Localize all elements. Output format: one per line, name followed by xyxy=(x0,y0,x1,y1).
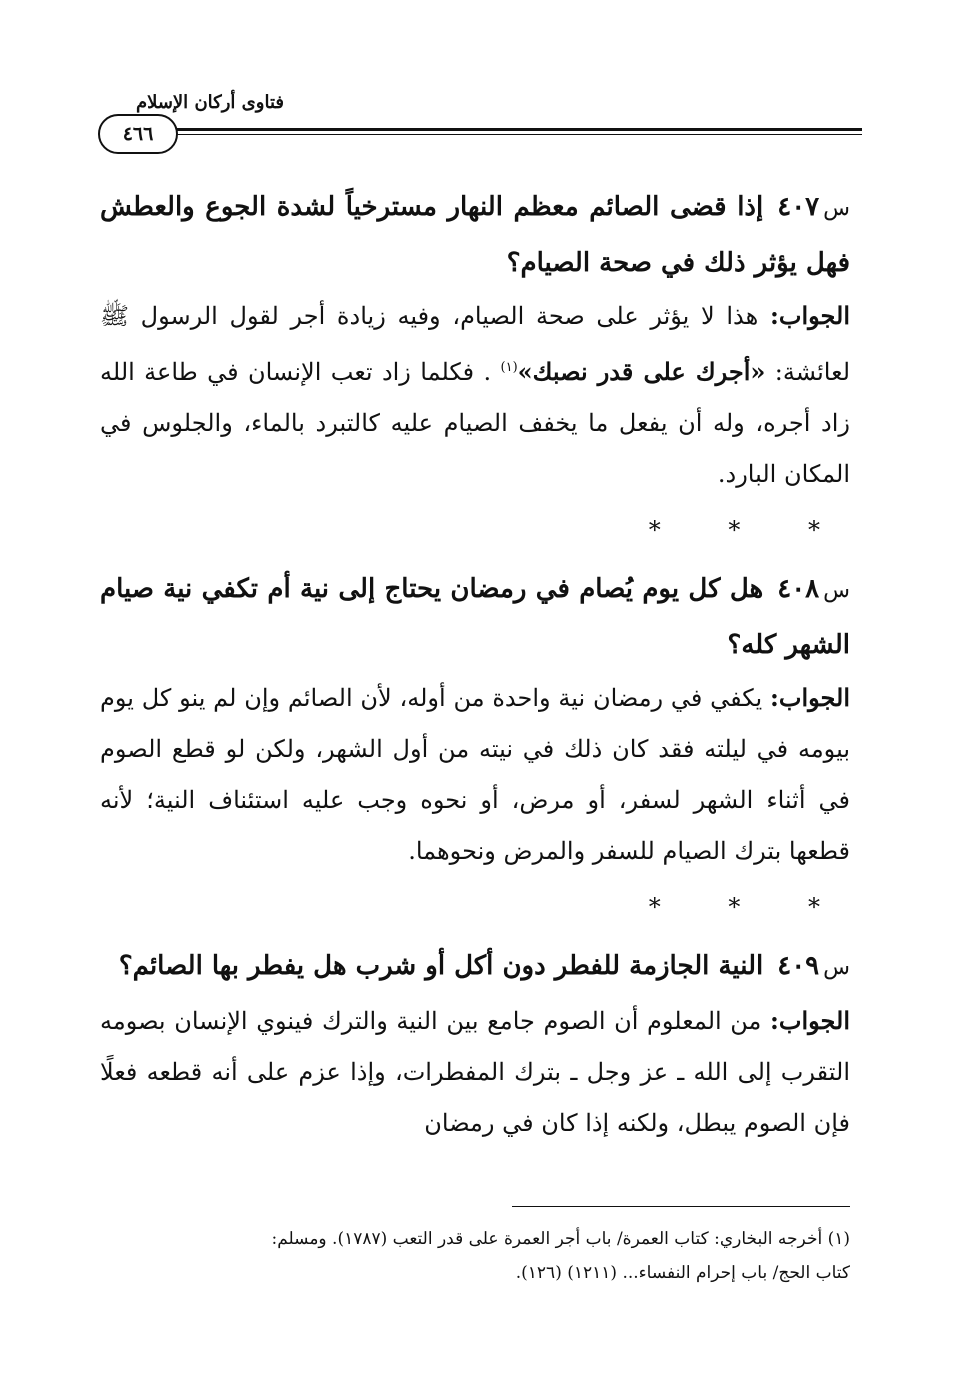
question-408 xyxy=(100,562,850,672)
answer-text-part-2: . فكلما زاد تعب الإنسان في طاعة الله زاد أجره، وله أن يفعل ما يخفف الصيام عليه كالتبرد بالماء، والجلوس في المكان البارد. xyxy=(100,358,850,488)
page-number: ٤٦٦ xyxy=(98,114,178,154)
question-text: إذا قضى الصائم معظم النهار مسترخياً لشدة الجوع والعطش فهل يؤثر ذلك في صحة الصيام؟ xyxy=(100,192,850,278)
question-marker: س xyxy=(823,578,850,603)
question-text: هل كل يوم يُصام في رمضان يحتاج إلى نية أم تكفي نية صيام الشهر كله؟ xyxy=(100,574,850,660)
footnote-1-line-2: كتاب الحج/ باب إحرام النفساء... (١٢١١) (١٢٦). xyxy=(515,1263,850,1283)
answer-label: الجواب: xyxy=(770,1006,851,1035)
answer-text: من المعلوم أن الصوم جامع بين النية والترك فينوي الإنسان بصومه التقرب إلى الله ـ عز وجل ـ بترك المفطرات، وإذا عزم على أنه قطعه فعلًا فإن الصوم يبطل، ولكنه إذا كان في رمضان xyxy=(100,1007,850,1137)
question-number: ٤٠٩ xyxy=(777,951,820,981)
answer-text: يكفي في رمضان نية واحدة من أوله، لأن الصائم وإن لم ينو كل يوم بيومه في ليلته فقد كان ذلك في نيته من أول الشهر، ولكن لو قطع الصوم في أثناء الشهر لسفر، أو مرض، أو نحوه وجب عليه استئناف النية؛ لأنه قطعها بترك الصيام للسفر والمرض ونحوهما. xyxy=(100,684,850,865)
hadith-quote: «أجرك على قدر نصبك» xyxy=(517,357,766,386)
question-marker: س xyxy=(823,196,850,221)
footnote-1-line-1: (١) أخرجه البخاري: كتاب العمرة/ باب أجر العمرة على قدر التعب (١٧٨٧). ومسلم: xyxy=(271,1229,850,1249)
question-text: النية الجازمة للفطر دون أكل أو شرب هل يفطر بها الصائم؟ xyxy=(118,951,764,981)
question-number: ٤٠٨ xyxy=(777,574,820,604)
answer-label: الجواب: xyxy=(770,683,850,712)
answer-label: الجواب: xyxy=(770,301,850,330)
answer-408 xyxy=(100,672,850,877)
section-separator: * * * xyxy=(648,893,850,921)
footnote-reference[interactable]: (١) xyxy=(500,360,518,375)
question-number: ٤٠٧ xyxy=(777,192,820,222)
answer-407 xyxy=(100,290,850,500)
footnotes xyxy=(96,1222,850,1290)
answer-text-part-1: هذا لا يؤثر على صحة الصيام، وفيه زيادة أجر لقول الرسول ﷺ لعائشة: xyxy=(100,302,851,386)
question-407 xyxy=(100,180,850,290)
main-text xyxy=(100,180,850,1149)
running-title: فتاوى أركان الإسلام xyxy=(135,92,284,113)
footnote-rule xyxy=(512,1206,850,1207)
section-separator: * * * xyxy=(648,516,850,544)
answer-409 xyxy=(100,995,850,1149)
question-marker: س xyxy=(823,955,850,980)
question-409 xyxy=(100,939,850,995)
header-rule xyxy=(170,128,862,135)
